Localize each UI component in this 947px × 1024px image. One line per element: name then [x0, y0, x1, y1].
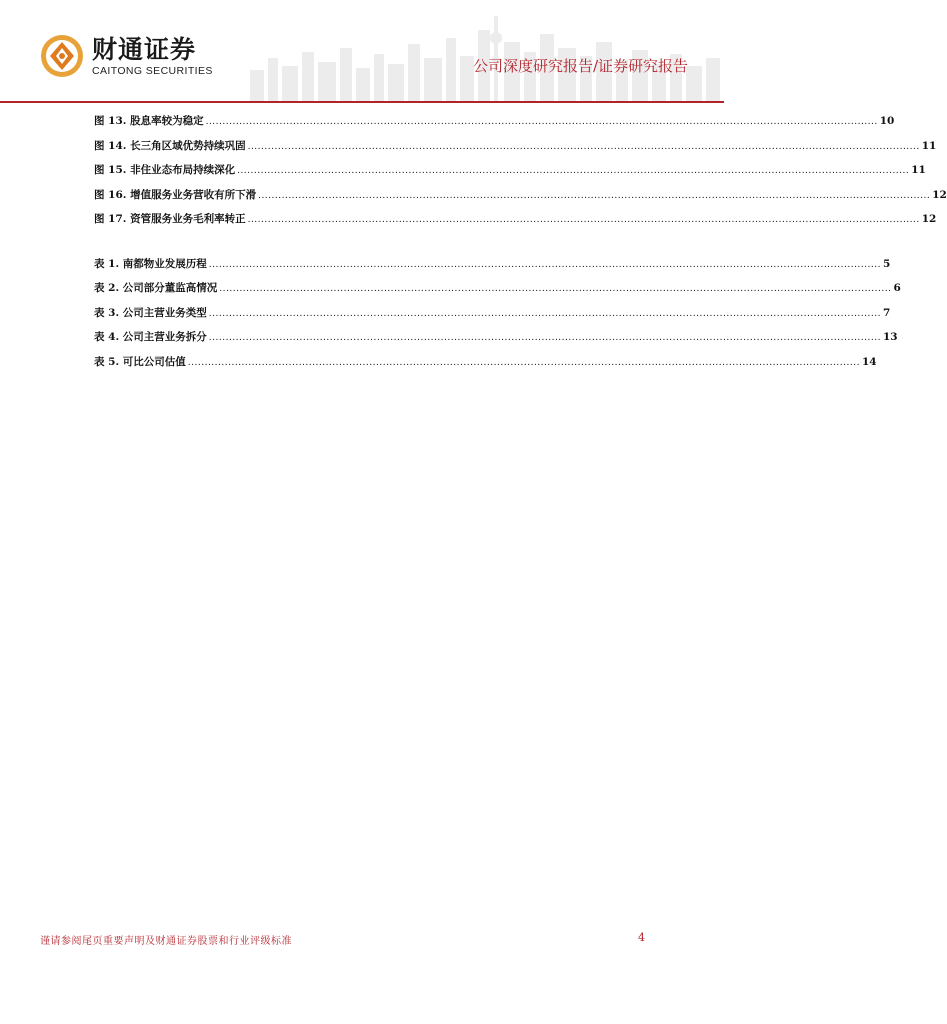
toc-entry[interactable] [94, 162, 926, 187]
toc-entry-label: 表 1. 南都物业发展历程 [94, 257, 207, 270]
toc-entry-page: 7 [882, 306, 891, 319]
company-logo [40, 34, 213, 78]
dot-leader: ........................................................................................................................................................................................................ [208, 308, 881, 319]
toc-entry[interactable] [94, 329, 898, 354]
table-list [94, 256, 901, 379]
toc-entry-page: 14 [861, 355, 877, 368]
toc-entry-page: 13 [882, 331, 898, 343]
toc-entry-page: 12 [921, 213, 937, 225]
dot-leader: ........................................................................................................................................................................................................ [247, 141, 920, 152]
dot-leader: ........................................................................................................................................................................................................ [237, 166, 910, 176]
toc-entry-page: 12 [932, 188, 947, 201]
page-number: 4 [638, 931, 645, 944]
company-name-cn: 财通证券 [92, 34, 197, 64]
report-type-label: 公司深度研究报告/证券研究报告 [472, 57, 688, 75]
dot-leader: ........................................................................................................................................................................................................ [208, 333, 881, 343]
toc-entry-page: 6 [893, 282, 901, 294]
toc-entry-label: 表 2. 公司部分董监高情况 [94, 282, 218, 294]
company-name-en: CAITONG SECURITIES [92, 64, 213, 77]
toc-entry-label: 图 17. 资管服务业务毛利率转正 [94, 213, 246, 225]
caitong-logo-icon [40, 34, 84, 78]
toc-entry[interactable] [94, 256, 891, 281]
toc-entry[interactable] [94, 113, 895, 138]
toc-entry-label: 图 13. 股息率较为稳定 [94, 115, 204, 127]
toc-entry[interactable] [94, 211, 937, 236]
header-divider [0, 101, 724, 103]
toc-entry[interactable] [94, 138, 937, 163]
toc-entry[interactable] [94, 354, 877, 379]
toc-entry-page: 10 [879, 115, 895, 127]
figure-list [94, 113, 947, 236]
footer-disclaimer: 谨请参阅尾页重要声明及财通证券股票和行业评级标准 [40, 936, 292, 947]
toc-entry-label: 图 16. 增值服务业务营收有所下滑 [94, 188, 257, 201]
dot-leader: ........................................................................................................................................................................................................ [208, 259, 881, 270]
dot-leader: ........................................................................................................................................................................................................ [258, 190, 931, 201]
toc-entry-label: 图 14. 长三角区域优势持续巩固 [94, 139, 246, 152]
toc-entry-page: 11 [921, 139, 937, 152]
toc-entry-page: 5 [882, 257, 891, 270]
toc-entry-label: 表 3. 公司主营业务类型 [94, 306, 207, 319]
toc-entry-label: 表 4. 公司主营业务拆分 [94, 331, 207, 343]
dot-leader: ........................................................................................................................................................................................................ [187, 357, 860, 368]
page-header [0, 0, 724, 106]
toc-entry-label: 表 5. 可比公司估值 [94, 355, 186, 368]
dot-leader: ........................................................................................................................................................................................................ [205, 117, 878, 127]
section-gap [94, 236, 652, 256]
toc-entry-page: 11 [911, 164, 926, 176]
dot-leader: ........................................................................................................................................................................................................ [219, 284, 892, 294]
dot-leader: ........................................................................................................................................................................................................ [247, 215, 920, 225]
toc-entry[interactable] [94, 280, 901, 305]
table-of-contents [94, 113, 947, 378]
toc-entry-label: 图 15. 非住业态布局持续深化 [94, 164, 236, 176]
toc-entry[interactable] [94, 305, 891, 330]
toc-entry[interactable] [94, 187, 947, 212]
